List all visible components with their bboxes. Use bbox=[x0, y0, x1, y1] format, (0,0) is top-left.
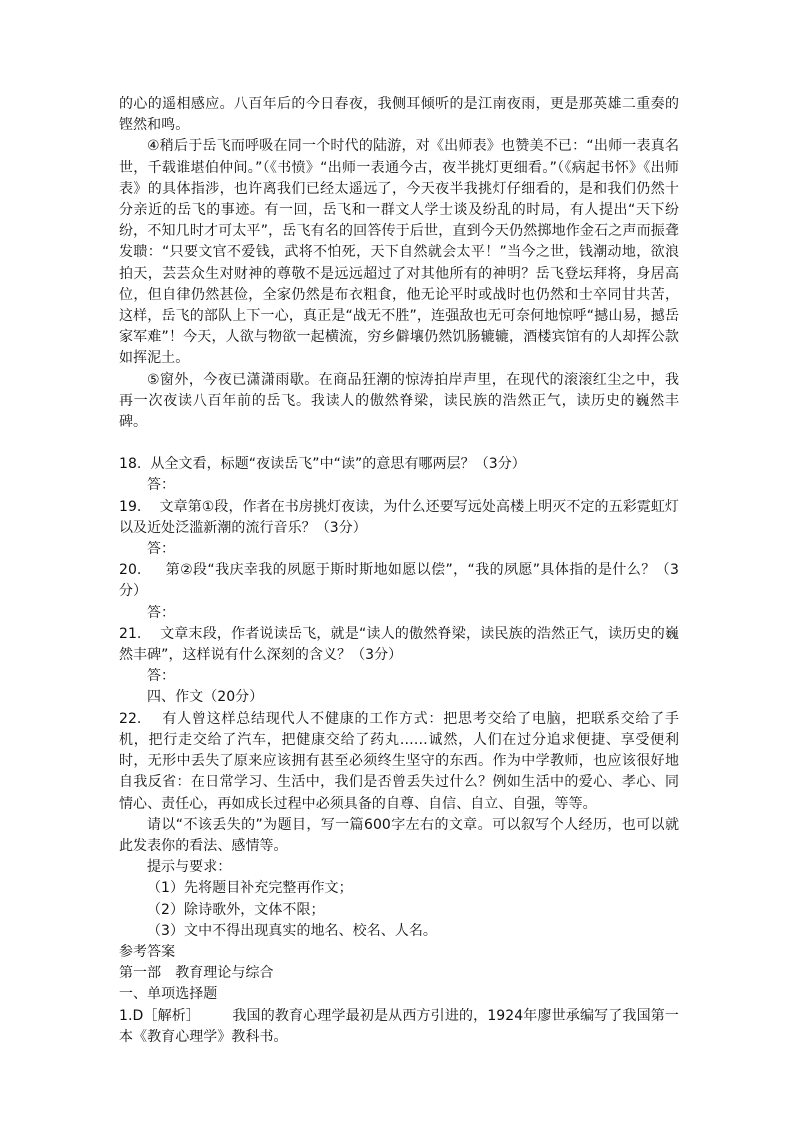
tips-label: 提示与要求： bbox=[147, 859, 232, 876]
question-number: 19. bbox=[119, 498, 142, 515]
question-text: 从全文看，标题“夜读岳飞”中“读”的意思有哪两层？（3分） bbox=[150, 456, 526, 473]
answer-label: 答： bbox=[147, 477, 176, 494]
question-text: 文章末段，作者说读岳飞，就是“读人的傲然脊梁，读民族的浩然正气，读历史的巍然丰碑”，这样说有什么深刻的含义？（3分） bbox=[119, 625, 679, 664]
question-number: 18. bbox=[119, 456, 142, 473]
paragraph-5: ⑤窗外，今夜已潇潇雨歇。在商品狂潮的惊涛拍岸声里，在现代的滚滚红尘之中，我再一次夜读八百年前的岳飞。我读人的傲然脊梁，读民族的浩然正气，读历史的巍然丰碑。 bbox=[119, 371, 679, 431]
question-21 bbox=[119, 624, 679, 666]
answer-key-label: 1.D［解析］ bbox=[119, 1007, 201, 1024]
document-body bbox=[119, 94, 679, 1048]
question-number: 21. bbox=[119, 625, 142, 642]
paragraph-3-end: 的心的遥相感应。八百年后的今日春夜，我侧耳倾听的是江南夜雨，更是那英雄二重奏的铿然和鸣。 bbox=[119, 96, 679, 134]
question-22 bbox=[119, 709, 679, 815]
question-text: 第②段“我庆幸我的夙愿于斯时斯地如愿以偿”，“我的夙愿”具体指的是什么？（3分） bbox=[119, 562, 679, 600]
section-four-heading: 四、作文（20分） bbox=[147, 689, 264, 706]
tip-item: （2）除诗歌外，文体不限； bbox=[147, 901, 325, 918]
answer-key-text: 我国的教育心理学最初是从西方引进的，1924年廖世承编写了我国第一本《教育心理学》教科书。 bbox=[119, 1007, 679, 1045]
question-number: 20. bbox=[119, 562, 142, 579]
question-text: 有人曾这样总结现代人不健康的工作方式：把思考交给了电脑，把联系交给了手机，把行走交给了汽车，把健康交给了药丸……诚然，人们在过分追求便捷、享受便利时，无形中丢失了原来应该拥有甚至必须终生坚守的东西。作为中学教师，也应该很好地自我反省：在日常学习、生活中，我们是否曾丢失过什么？例如生活中的爱心、孝心、同情心、责任心，再如成长过程中必须具备的自尊、自信、自立、自强，等等。 bbox=[119, 710, 679, 812]
paragraph-4: ④稍后于岳飞而呼吸在同一个时代的陆游，对《出师表》也赞美不已：“出师一表真名世，千载谁堪伯仲间。”（《书愤》“出师一表通今古，夜半挑灯更细看。”（《病起书怀》《出师表》的具体指涉，也许离我们已经太遥远了，今天夜半我挑灯仔细看的，是和我们仍然十分亲近的岳飞的事迹。有一回，岳飞和一群文人学士谈及纷乱的时局，有人提出“天下纷纷，不知几时才可太平”，岳飞有名的回答传于后世，直到今天仍然掷地作金石之声而振聋发聩：“只要文官不爱钱，武将不怕死，天下自然就会太平！”当今之世，钱潮动地，欲浪拍天，芸芸众生对财神的尊敬不是远远超过了对其他所有的神明？岳飞登坛拜将，身居高位，但自律仍然甚俭，全家仍然是布衣粗食，他无论平时或战时也仍然和士卒同甘共苦，这样，岳飞的部队上下一心，真正是“战无不胜”，连强敌也无可奈何地惊呼“撼山易，撼岳家军难”！今天，人欲与物欲一起横流，穷乡僻壤仍然饥肠辘辘，酒楼宾馆有的人却挥公款如挥泥土。 bbox=[119, 138, 679, 367]
answer-label: 答： bbox=[147, 604, 176, 621]
answer-label: 答： bbox=[147, 541, 176, 558]
answer-label: 答： bbox=[147, 668, 176, 685]
reference-item-1 bbox=[119, 1006, 679, 1048]
tip-item: （3）文中不得出现真实的地名、校名、人名。 bbox=[147, 922, 437, 939]
question-19 bbox=[119, 497, 679, 539]
essay-prompt: 请以“不该丢失的”为题目，写一篇600字左右的文章。可以叙写个人经历，也可以就此发表你的看法、感情等。 bbox=[119, 816, 679, 854]
question-text: 文章第①段，作者在书房挑灯夜读，为什么还要写远处高楼上明灭不定的五彩霓虹灯以及近处泛滥新潮的流行音乐？（3分） bbox=[119, 498, 679, 536]
question-20 bbox=[119, 560, 679, 602]
tip-item: （1）先将题目补充完整再作文； bbox=[147, 880, 353, 897]
question-18 bbox=[119, 454, 679, 475]
reference-title: 参考答案 bbox=[119, 943, 176, 960]
reference-part: 第一部 教育理论与综合 bbox=[119, 965, 274, 982]
reference-section: 一、单项选择题 bbox=[119, 986, 218, 1003]
question-number: 22. bbox=[119, 710, 142, 727]
spacer bbox=[119, 433, 679, 454]
